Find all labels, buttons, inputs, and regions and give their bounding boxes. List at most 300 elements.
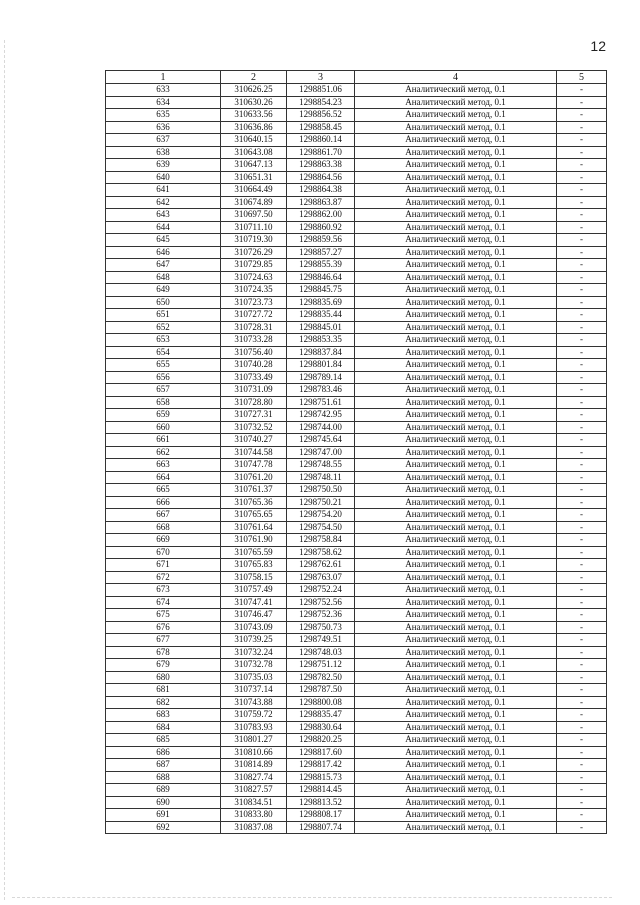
y-coordinate-cell: 1298750.73	[287, 621, 355, 634]
method-cell: Аналитический метод, 0.1	[355, 134, 557, 147]
method-cell: Аналитический метод, 0.1	[355, 546, 557, 559]
y-coordinate-cell: 1298783.46	[287, 384, 355, 397]
note-cell: -	[557, 759, 607, 772]
x-coordinate-cell: 310724.35	[221, 284, 287, 297]
point-number-cell: 687	[106, 759, 221, 772]
note-cell: -	[557, 334, 607, 347]
method-cell: Аналитический метод, 0.1	[355, 796, 557, 809]
table-row	[106, 646, 607, 659]
point-number-cell: 642	[106, 196, 221, 209]
y-coordinate-cell: 1298853.35	[287, 334, 355, 347]
x-coordinate-cell: 310733.49	[221, 371, 287, 384]
table-row	[106, 159, 607, 172]
x-coordinate-cell: 310719.30	[221, 234, 287, 247]
y-coordinate-cell: 1298754.20	[287, 509, 355, 522]
method-cell: Аналитический метод, 0.1	[355, 809, 557, 822]
y-coordinate-cell: 1298748.11	[287, 471, 355, 484]
note-cell: -	[557, 171, 607, 184]
x-coordinate-cell: 310626.25	[221, 84, 287, 97]
point-number-cell: 662	[106, 446, 221, 459]
point-number-cell: 682	[106, 696, 221, 709]
x-coordinate-cell: 310640.15	[221, 134, 287, 147]
y-coordinate-cell: 1298835.47	[287, 709, 355, 722]
point-number-cell: 640	[106, 171, 221, 184]
x-coordinate-cell: 310724.63	[221, 271, 287, 284]
table-row	[106, 671, 607, 684]
table-row	[106, 246, 607, 259]
table-row	[106, 621, 607, 634]
x-coordinate-cell: 310647.13	[221, 159, 287, 172]
table-row	[106, 471, 607, 484]
point-number-cell: 657	[106, 384, 221, 397]
method-cell: Аналитический метод, 0.1	[355, 596, 557, 609]
x-coordinate-cell: 310727.31	[221, 409, 287, 422]
x-coordinate-cell: 310731.09	[221, 384, 287, 397]
y-coordinate-cell: 1298751.61	[287, 396, 355, 409]
method-cell: Аналитический метод, 0.1	[355, 159, 557, 172]
point-number-cell: 637	[106, 134, 221, 147]
table-row	[106, 371, 607, 384]
table-row	[106, 221, 607, 234]
table-row	[106, 521, 607, 534]
y-coordinate-cell: 1298744.00	[287, 421, 355, 434]
x-coordinate-cell: 310761.37	[221, 484, 287, 497]
method-cell: Аналитический метод, 0.1	[355, 734, 557, 747]
point-number-cell: 680	[106, 671, 221, 684]
point-number-cell: 683	[106, 709, 221, 722]
bottom-line	[12, 897, 612, 898]
note-cell: -	[557, 459, 607, 472]
method-cell: Аналитический метод, 0.1	[355, 121, 557, 134]
y-coordinate-cell: 1298817.60	[287, 746, 355, 759]
note-cell: -	[557, 771, 607, 784]
method-cell: Аналитический метод, 0.1	[355, 646, 557, 659]
point-number-cell: 681	[106, 684, 221, 697]
y-coordinate-cell: 1298782.50	[287, 671, 355, 684]
x-coordinate-cell: 310743.88	[221, 696, 287, 709]
y-coordinate-cell: 1298862.00	[287, 209, 355, 222]
note-cell: -	[557, 271, 607, 284]
point-number-cell: 660	[106, 421, 221, 434]
method-cell: Аналитический метод, 0.1	[355, 284, 557, 297]
method-cell: Аналитический метод, 0.1	[355, 534, 557, 547]
method-cell: Аналитический метод, 0.1	[355, 684, 557, 697]
table-row	[106, 496, 607, 509]
method-cell: Аналитический метод, 0.1	[355, 459, 557, 472]
y-coordinate-cell: 1298763.07	[287, 571, 355, 584]
method-cell: Аналитический метод, 0.1	[355, 759, 557, 772]
y-coordinate-cell: 1298750.50	[287, 484, 355, 497]
x-coordinate-cell: 310740.28	[221, 359, 287, 372]
method-cell: Аналитический метод, 0.1	[355, 196, 557, 209]
point-number-cell: 653	[106, 334, 221, 347]
x-coordinate-cell: 310837.08	[221, 821, 287, 834]
y-coordinate-cell: 1298787.50	[287, 684, 355, 697]
table-row	[106, 184, 607, 197]
x-coordinate-cell: 310765.83	[221, 559, 287, 572]
method-cell: Аналитический метод, 0.1	[355, 184, 557, 197]
table-row	[106, 171, 607, 184]
point-number-cell: 667	[106, 509, 221, 522]
x-coordinate-cell: 310761.90	[221, 534, 287, 547]
table-row	[106, 559, 607, 572]
table-row	[106, 796, 607, 809]
y-coordinate-cell: 1298851.06	[287, 84, 355, 97]
table-row	[106, 346, 607, 359]
point-number-cell: 648	[106, 271, 221, 284]
note-cell: -	[557, 634, 607, 647]
table-row	[106, 434, 607, 447]
header-cell: 5	[557, 71, 607, 84]
method-cell: Аналитический метод, 0.1	[355, 471, 557, 484]
y-coordinate-cell: 1298749.51	[287, 634, 355, 647]
method-cell: Аналитический метод, 0.1	[355, 334, 557, 347]
table-row	[106, 96, 607, 109]
note-cell: -	[557, 571, 607, 584]
x-coordinate-cell: 310733.28	[221, 334, 287, 347]
y-coordinate-cell: 1298745.64	[287, 434, 355, 447]
method-cell: Аналитический метод, 0.1	[355, 496, 557, 509]
point-number-cell: 650	[106, 296, 221, 309]
method-cell: Аналитический метод, 0.1	[355, 784, 557, 797]
point-number-cell: 686	[106, 746, 221, 759]
method-cell: Аналитический метод, 0.1	[355, 659, 557, 672]
method-cell: Аналитический метод, 0.1	[355, 746, 557, 759]
header-row	[106, 71, 607, 84]
method-cell: Аналитический метод, 0.1	[355, 171, 557, 184]
table-row	[106, 196, 607, 209]
table-row	[106, 271, 607, 284]
point-number-cell: 654	[106, 346, 221, 359]
table-row	[106, 334, 607, 347]
table-row	[106, 446, 607, 459]
method-cell: Аналитический метод, 0.1	[355, 271, 557, 284]
header-cell: 4	[355, 71, 557, 84]
point-number-cell: 635	[106, 109, 221, 122]
x-coordinate-cell: 310735.03	[221, 671, 287, 684]
note-cell: -	[557, 734, 607, 747]
note-cell: -	[557, 221, 607, 234]
y-coordinate-cell: 1298857.27	[287, 246, 355, 259]
point-number-cell: 652	[106, 321, 221, 334]
note-cell: -	[557, 121, 607, 134]
table-row	[106, 359, 607, 372]
x-coordinate-cell: 310728.31	[221, 321, 287, 334]
method-cell: Аналитический метод, 0.1	[355, 559, 557, 572]
table-row	[106, 396, 607, 409]
y-coordinate-cell: 1298817.42	[287, 759, 355, 772]
point-number-cell: 688	[106, 771, 221, 784]
y-coordinate-cell: 1298813.52	[287, 796, 355, 809]
y-coordinate-cell: 1298814.45	[287, 784, 355, 797]
method-cell: Аналитический метод, 0.1	[355, 634, 557, 647]
method-cell: Аналитический метод, 0.1	[355, 234, 557, 247]
x-coordinate-cell: 310651.31	[221, 171, 287, 184]
x-coordinate-cell: 310664.49	[221, 184, 287, 197]
point-number-cell: 692	[106, 821, 221, 834]
note-cell: -	[557, 659, 607, 672]
point-number-cell: 641	[106, 184, 221, 197]
method-cell: Аналитический метод, 0.1	[355, 571, 557, 584]
x-coordinate-cell: 310740.27	[221, 434, 287, 447]
method-cell: Аналитический метод, 0.1	[355, 446, 557, 459]
table-row	[106, 734, 607, 747]
note-cell: -	[557, 646, 607, 659]
table-row	[106, 121, 607, 134]
table-row	[106, 459, 607, 472]
note-cell: -	[557, 109, 607, 122]
point-number-cell: 669	[106, 534, 221, 547]
table-row	[106, 296, 607, 309]
note-cell: -	[557, 434, 607, 447]
method-cell: Аналитический метод, 0.1	[355, 109, 557, 122]
method-cell: Аналитический метод, 0.1	[355, 321, 557, 334]
table-row	[106, 509, 607, 522]
note-cell: -	[557, 521, 607, 534]
y-coordinate-cell: 1298800.08	[287, 696, 355, 709]
table-row	[106, 584, 607, 597]
y-coordinate-cell: 1298845.01	[287, 321, 355, 334]
y-coordinate-cell: 1298808.17	[287, 809, 355, 822]
method-cell: Аналитический метод, 0.1	[355, 434, 557, 447]
method-cell: Аналитический метод, 0.1	[355, 346, 557, 359]
method-cell: Аналитический метод, 0.1	[355, 621, 557, 634]
note-cell: -	[557, 671, 607, 684]
point-number-cell: 671	[106, 559, 221, 572]
point-number-cell: 672	[106, 571, 221, 584]
point-number-cell: 639	[106, 159, 221, 172]
x-coordinate-cell: 310643.08	[221, 146, 287, 159]
table-row	[106, 409, 607, 422]
point-number-cell: 643	[106, 209, 221, 222]
header-cell: 2	[221, 71, 287, 84]
x-coordinate-cell: 310697.50	[221, 209, 287, 222]
method-cell: Аналитический метод, 0.1	[355, 96, 557, 109]
table-row	[106, 634, 607, 647]
table-row	[106, 771, 607, 784]
y-coordinate-cell: 1298846.64	[287, 271, 355, 284]
point-number-cell: 638	[106, 146, 221, 159]
y-coordinate-cell: 1298854.23	[287, 96, 355, 109]
x-coordinate-cell: 310765.59	[221, 546, 287, 559]
note-cell: -	[557, 246, 607, 259]
note-cell: -	[557, 284, 607, 297]
y-coordinate-cell: 1298855.39	[287, 259, 355, 272]
y-coordinate-cell: 1298820.25	[287, 734, 355, 747]
x-coordinate-cell: 310757.49	[221, 584, 287, 597]
note-cell: -	[557, 234, 607, 247]
x-coordinate-cell: 310761.64	[221, 521, 287, 534]
note-cell: -	[557, 421, 607, 434]
method-cell: Аналитический метод, 0.1	[355, 409, 557, 422]
table-row	[106, 546, 607, 559]
note-cell: -	[557, 409, 607, 422]
y-coordinate-cell: 1298747.00	[287, 446, 355, 459]
table-body	[106, 84, 607, 834]
point-number-cell: 677	[106, 634, 221, 647]
table-row	[106, 709, 607, 722]
x-coordinate-cell: 310827.57	[221, 784, 287, 797]
point-number-cell: 651	[106, 309, 221, 322]
method-cell: Аналитический метод, 0.1	[355, 146, 557, 159]
method-cell: Аналитический метод, 0.1	[355, 609, 557, 622]
method-cell: Аналитический метод, 0.1	[355, 584, 557, 597]
note-cell: -	[557, 396, 607, 409]
x-coordinate-cell: 310756.40	[221, 346, 287, 359]
table-row	[106, 484, 607, 497]
y-coordinate-cell: 1298751.12	[287, 659, 355, 672]
method-cell: Аналитический метод, 0.1	[355, 509, 557, 522]
note-cell: -	[557, 584, 607, 597]
table-row	[106, 134, 607, 147]
point-number-cell: 649	[106, 284, 221, 297]
point-number-cell: 647	[106, 259, 221, 272]
note-cell: -	[557, 509, 607, 522]
y-coordinate-cell: 1298864.56	[287, 171, 355, 184]
note-cell: -	[557, 496, 607, 509]
coordinates-table	[105, 70, 607, 834]
x-coordinate-cell: 310633.56	[221, 109, 287, 122]
y-coordinate-cell: 1298801.84	[287, 359, 355, 372]
note-cell: -	[557, 621, 607, 634]
method-cell: Аналитический метод, 0.1	[355, 521, 557, 534]
header-cell: 1	[106, 71, 221, 84]
note-cell: -	[557, 96, 607, 109]
y-coordinate-cell: 1298835.69	[287, 296, 355, 309]
table-row	[106, 534, 607, 547]
y-coordinate-cell: 1298835.44	[287, 309, 355, 322]
point-number-cell: 668	[106, 521, 221, 534]
table-row	[106, 696, 607, 709]
point-number-cell: 684	[106, 721, 221, 734]
table-row	[106, 821, 607, 834]
note-cell: -	[557, 209, 607, 222]
point-number-cell: 644	[106, 221, 221, 234]
y-coordinate-cell: 1298752.24	[287, 584, 355, 597]
point-number-cell: 655	[106, 359, 221, 372]
point-number-cell: 663	[106, 459, 221, 472]
x-coordinate-cell: 310746.47	[221, 609, 287, 622]
y-coordinate-cell: 1298861.70	[287, 146, 355, 159]
x-coordinate-cell: 310739.25	[221, 634, 287, 647]
note-cell: -	[557, 184, 607, 197]
note-cell: -	[557, 296, 607, 309]
point-number-cell: 658	[106, 396, 221, 409]
method-cell: Аналитический метод, 0.1	[355, 384, 557, 397]
note-cell: -	[557, 134, 607, 147]
x-coordinate-cell: 310833.80	[221, 809, 287, 822]
y-coordinate-cell: 1298856.52	[287, 109, 355, 122]
y-coordinate-cell: 1298754.50	[287, 521, 355, 534]
x-coordinate-cell: 310747.41	[221, 596, 287, 609]
header-cell: 3	[287, 71, 355, 84]
x-coordinate-cell: 310759.72	[221, 709, 287, 722]
method-cell: Аналитический метод, 0.1	[355, 696, 557, 709]
point-number-cell: 665	[106, 484, 221, 497]
x-coordinate-cell: 310729.85	[221, 259, 287, 272]
method-cell: Аналитический метод, 0.1	[355, 484, 557, 497]
x-coordinate-cell: 310810.66	[221, 746, 287, 759]
table-row	[106, 234, 607, 247]
point-number-cell: 656	[106, 371, 221, 384]
y-coordinate-cell: 1298864.38	[287, 184, 355, 197]
y-coordinate-cell: 1298752.36	[287, 609, 355, 622]
method-cell: Аналитический метод, 0.1	[355, 209, 557, 222]
note-cell: -	[557, 321, 607, 334]
table-row	[106, 109, 607, 122]
note-cell: -	[557, 709, 607, 722]
method-cell: Аналитический метод, 0.1	[355, 246, 557, 259]
point-number-cell: 645	[106, 234, 221, 247]
y-coordinate-cell: 1298789.14	[287, 371, 355, 384]
method-cell: Аналитический метод, 0.1	[355, 709, 557, 722]
table-row	[106, 659, 607, 672]
x-coordinate-cell: 310630.26	[221, 96, 287, 109]
note-cell: -	[557, 346, 607, 359]
x-coordinate-cell: 310723.73	[221, 296, 287, 309]
y-coordinate-cell: 1298742.95	[287, 409, 355, 422]
table-row	[106, 746, 607, 759]
method-cell: Аналитический метод, 0.1	[355, 721, 557, 734]
table-row	[106, 809, 607, 822]
x-coordinate-cell: 310711.10	[221, 221, 287, 234]
table-row	[106, 721, 607, 734]
note-cell: -	[557, 696, 607, 709]
x-coordinate-cell: 310728.80	[221, 396, 287, 409]
x-coordinate-cell: 310783.93	[221, 721, 287, 734]
table-row	[106, 209, 607, 222]
method-cell: Аналитический метод, 0.1	[355, 296, 557, 309]
note-cell: -	[557, 821, 607, 834]
table-row	[106, 596, 607, 609]
note-cell: -	[557, 196, 607, 209]
x-coordinate-cell: 310732.52	[221, 421, 287, 434]
y-coordinate-cell: 1298845.75	[287, 284, 355, 297]
x-coordinate-cell: 310834.51	[221, 796, 287, 809]
point-number-cell: 674	[106, 596, 221, 609]
note-cell: -	[557, 796, 607, 809]
x-coordinate-cell: 310747.78	[221, 459, 287, 472]
note-cell: -	[557, 384, 607, 397]
note-cell: -	[557, 784, 607, 797]
x-coordinate-cell: 310801.27	[221, 734, 287, 747]
note-cell: -	[557, 259, 607, 272]
y-coordinate-cell: 1298860.14	[287, 134, 355, 147]
margin-line	[4, 40, 5, 900]
x-coordinate-cell: 310726.29	[221, 246, 287, 259]
x-coordinate-cell: 310743.09	[221, 621, 287, 634]
x-coordinate-cell: 310758.15	[221, 571, 287, 584]
method-cell: Аналитический метод, 0.1	[355, 821, 557, 834]
y-coordinate-cell: 1298859.56	[287, 234, 355, 247]
note-cell: -	[557, 746, 607, 759]
note-cell: -	[557, 359, 607, 372]
point-number-cell: 661	[106, 434, 221, 447]
y-coordinate-cell: 1298750.21	[287, 496, 355, 509]
y-coordinate-cell: 1298758.84	[287, 534, 355, 547]
note-cell: -	[557, 559, 607, 572]
table-row	[106, 284, 607, 297]
point-number-cell: 678	[106, 646, 221, 659]
method-cell: Аналитический метод, 0.1	[355, 84, 557, 97]
method-cell: Аналитический метод, 0.1	[355, 396, 557, 409]
note-cell: -	[557, 446, 607, 459]
note-cell: -	[557, 721, 607, 734]
x-coordinate-cell: 310744.58	[221, 446, 287, 459]
point-number-cell: 666	[106, 496, 221, 509]
point-number-cell: 659	[106, 409, 221, 422]
x-coordinate-cell: 310674.89	[221, 196, 287, 209]
